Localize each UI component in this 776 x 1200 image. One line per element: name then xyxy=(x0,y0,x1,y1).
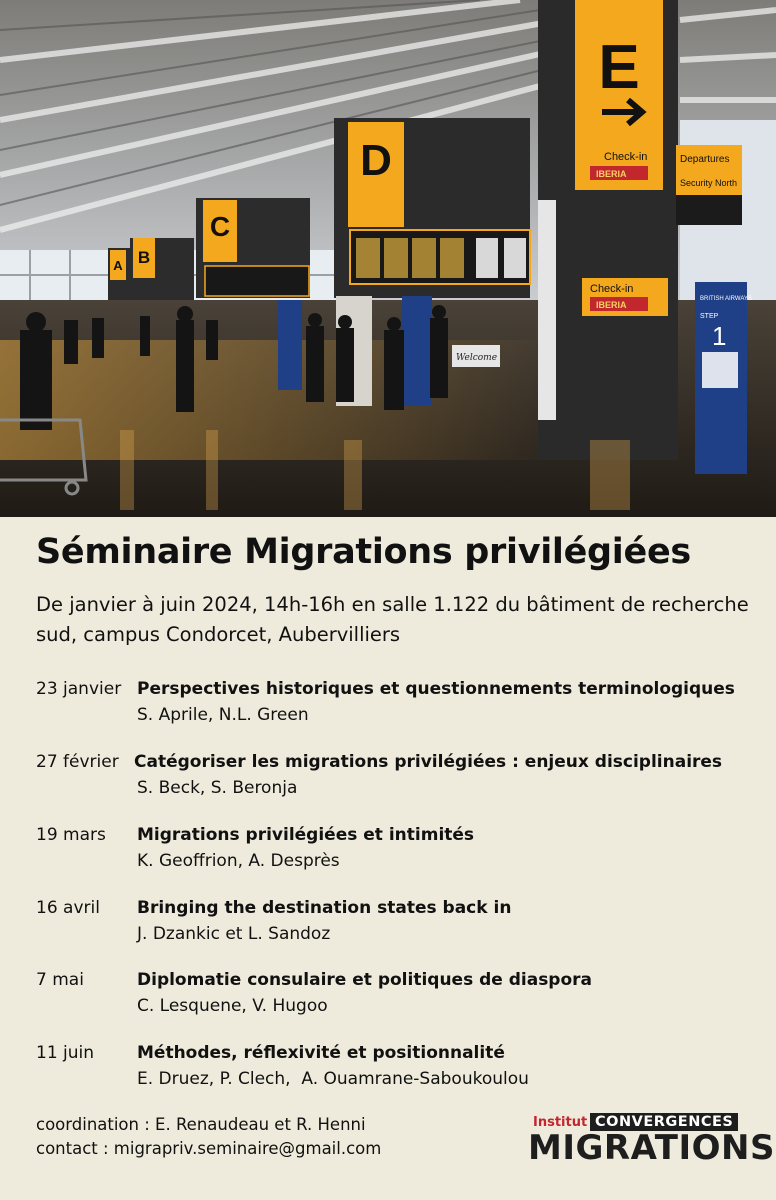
sign-step-number: 1 xyxy=(712,321,727,351)
sign-step: STEP xyxy=(700,313,719,320)
sign-security: Security North xyxy=(680,178,738,188)
sign-c: C xyxy=(209,211,231,242)
session-date: 23 janvier xyxy=(36,679,122,699)
session-date: 16 avril xyxy=(36,898,100,918)
sign-e: E xyxy=(598,33,640,102)
session-speakers: S. Beck, S. Beronja xyxy=(137,778,298,798)
session-topic: Bringing the destination states back in xyxy=(137,898,512,918)
footer-info xyxy=(36,1113,381,1161)
sign-british: BRITISH AIRWAYS xyxy=(700,296,752,302)
session-speakers: E. Druez, P. Clech, A. Ouamrane-Saboukoulou xyxy=(137,1069,529,1089)
session-date: 27 février xyxy=(36,752,119,772)
session-topic: Perspectives historiques et questionnements terminologiques xyxy=(137,679,735,699)
session-speakers: S. Aprile, N.L. Green xyxy=(137,705,309,725)
sign-airline-top: IBERIA xyxy=(596,169,627,179)
sign-departures: Departures xyxy=(680,154,730,165)
session-topic: Méthodes, réflexivité et positionnalité xyxy=(137,1043,505,1063)
logo-institut: Institut xyxy=(533,1115,588,1130)
session-topic: Diplomatie consulaire et politiques de diaspora xyxy=(137,970,593,990)
session-topic: Catégoriser les migrations privilégiées : enjeux disciplinaires xyxy=(134,752,723,772)
sign-airline-low: IBERIA xyxy=(596,300,627,310)
sign-checkin-top: Check-in xyxy=(604,151,648,163)
sign-d: D xyxy=(360,136,392,185)
sign-a: A xyxy=(113,258,123,273)
logo-migrations: MIGRATIONS xyxy=(528,1128,775,1168)
sign-checkin-low: Check-in xyxy=(590,283,634,295)
session-speakers: J. Dzankic et L. Sandoz xyxy=(137,924,331,944)
session-speakers: C. Lesquene, V. Hugoo xyxy=(137,996,328,1016)
page-title: Séminaire Migrations privilégiées xyxy=(36,532,691,572)
institut-convergences-migrations-logo xyxy=(528,1113,775,1168)
logo-convergences: CONVERGENCES xyxy=(590,1113,738,1131)
session-date: 11 juin xyxy=(36,1043,95,1063)
session-speakers: K. Geoffrion, A. Desprès xyxy=(137,851,340,871)
airport-terminal-photo xyxy=(0,0,776,517)
session-date: 19 mars xyxy=(36,825,106,845)
coordination-text: coordination : E. Renaudeau et R. Henni xyxy=(36,1115,366,1134)
sign-b: B xyxy=(137,248,151,267)
contact-text: contact : migrapriv.seminaire@gmail.com xyxy=(36,1139,382,1158)
session-date: 7 mai xyxy=(36,970,84,990)
sign-welcome: Welcome xyxy=(456,353,498,363)
page-subtitle: De janvier à juin 2024, 14h-16h en salle 1.122 du bâtiment de recherche sud, campus Condorcet, Aubervilliers xyxy=(36,593,749,646)
session-topic: Migrations privilégiées et intimités xyxy=(137,825,475,845)
